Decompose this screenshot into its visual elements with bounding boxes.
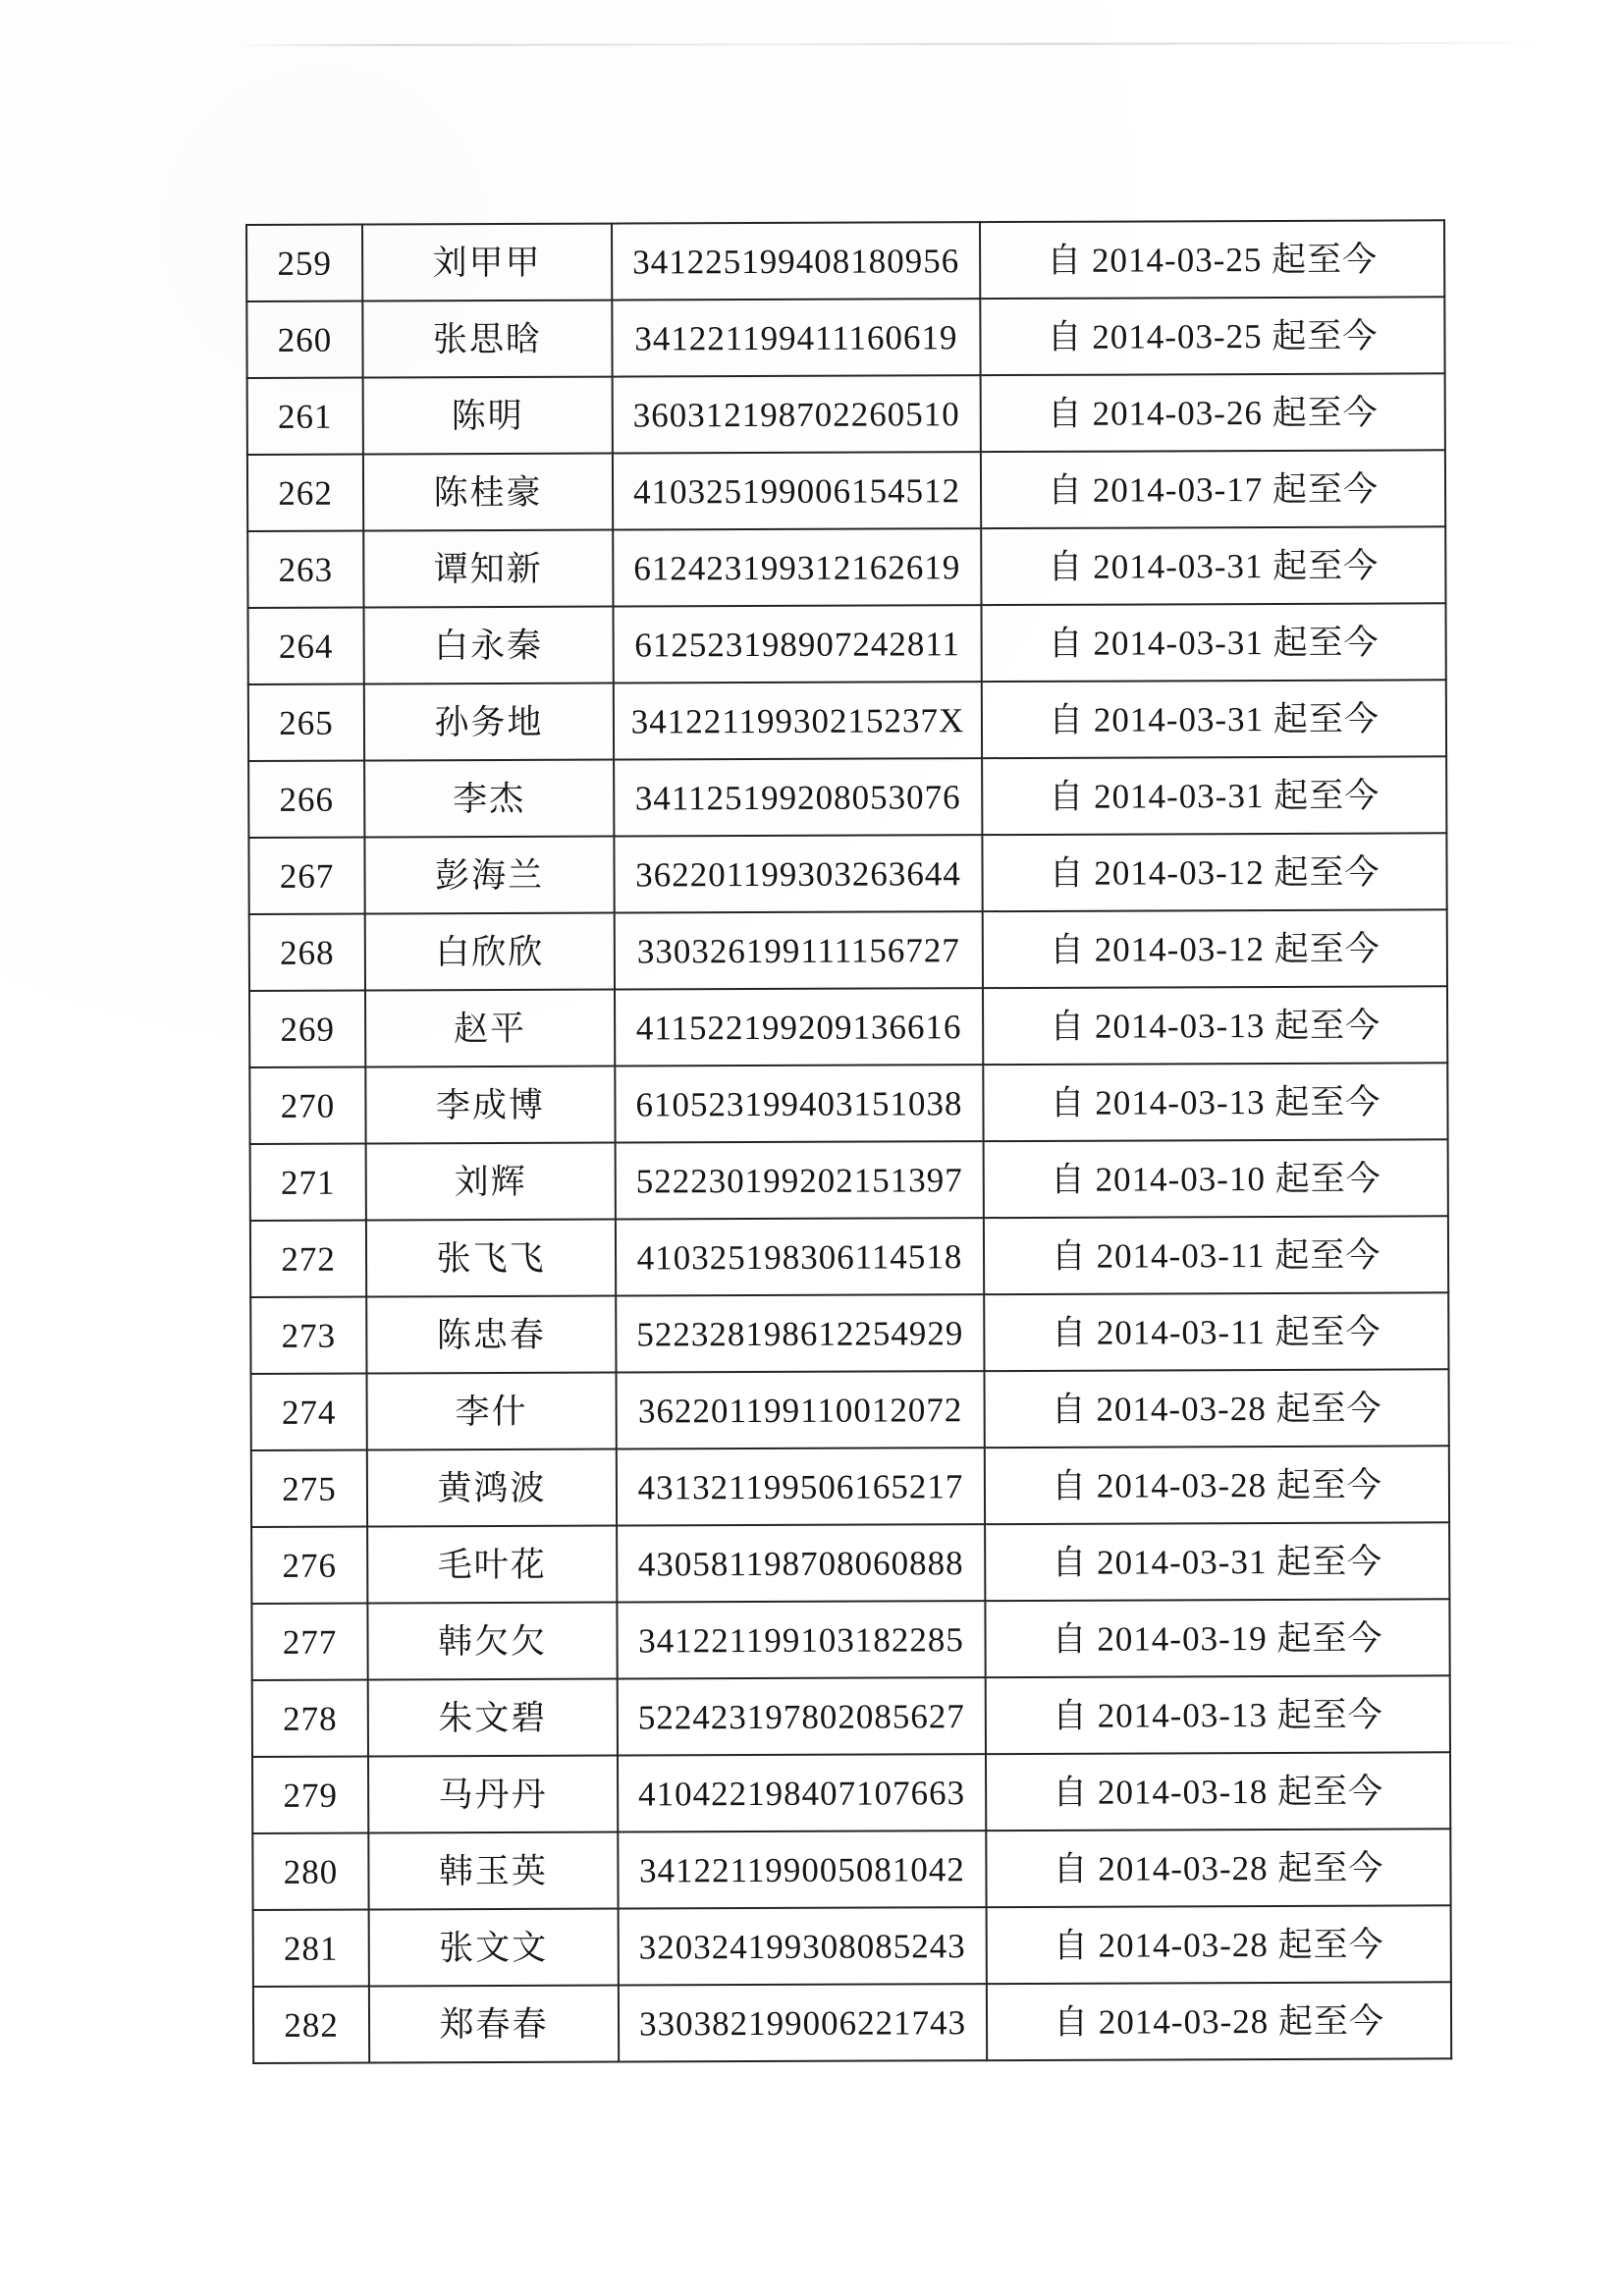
name-cell: 李杰 — [364, 760, 614, 838]
id-number-cell: 612423199312162619 — [613, 528, 981, 606]
period-cell: 自 2014-03-28 起至今 — [987, 1982, 1451, 2060]
table-row — [250, 1216, 1448, 1297]
table-row — [248, 603, 1446, 684]
id-number-cell: 341221199005081042 — [618, 1831, 986, 1908]
row-number-cell: 274 — [250, 1374, 366, 1450]
table-row — [246, 297, 1444, 378]
table-row — [247, 373, 1445, 455]
period-cell: 自 2014-03-28 起至今 — [984, 1369, 1448, 1448]
name-cell: 毛叶花 — [367, 1526, 617, 1604]
period-cell: 自 2014-03-10 起至今 — [984, 1139, 1448, 1218]
table-row — [252, 1829, 1450, 1910]
roster-table — [245, 219, 1452, 2064]
id-number-cell: 522230199202151397 — [616, 1141, 984, 1219]
row-number-cell: 276 — [251, 1527, 367, 1604]
name-cell: 韩玉英 — [368, 1832, 618, 1910]
table-row — [251, 1599, 1449, 1680]
name-cell: 黄鸿波 — [367, 1449, 617, 1527]
row-number-cell: 279 — [252, 1757, 368, 1833]
period-cell: 自 2014-03-11 起至今 — [984, 1292, 1448, 1371]
name-cell: 马丹丹 — [368, 1756, 618, 1833]
id-number-cell: 430581198708060888 — [617, 1524, 985, 1602]
id-number-cell: 341221199411160619 — [612, 299, 980, 376]
period-cell: 自 2014-03-26 起至今 — [981, 373, 1445, 452]
id-number-cell: 411522199209136616 — [615, 988, 983, 1066]
id-number-cell: 522328198612254929 — [616, 1294, 984, 1372]
id-number-cell: 410422198407107663 — [618, 1754, 986, 1831]
name-cell: 张思晗 — [362, 301, 612, 378]
row-number-cell: 277 — [251, 1604, 367, 1680]
table-row — [248, 756, 1446, 838]
name-cell: 韩欠欠 — [367, 1603, 617, 1680]
table-row — [248, 833, 1446, 914]
name-cell: 张文文 — [369, 1909, 619, 1987]
id-number-cell: 341225199408180956 — [612, 222, 980, 300]
table-row — [252, 1675, 1450, 1757]
name-cell: 白永秦 — [364, 607, 614, 684]
period-cell: 自 2014-03-28 起至今 — [985, 1446, 1449, 1524]
table-row — [253, 1905, 1451, 1987]
row-number-cell: 268 — [249, 914, 365, 991]
table-row — [253, 1982, 1451, 2063]
id-number-cell: 610523199403151038 — [615, 1065, 983, 1142]
table-row — [249, 986, 1447, 1067]
name-cell: 李成博 — [365, 1066, 615, 1144]
id-number-cell: 410325199006154512 — [613, 452, 981, 529]
table-row — [249, 909, 1447, 991]
period-cell: 自 2014-03-31 起至今 — [981, 603, 1445, 682]
row-number-cell: 272 — [250, 1221, 366, 1297]
period-cell: 自 2014-03-31 起至今 — [985, 1522, 1449, 1601]
period-cell: 自 2014-03-13 起至今 — [983, 986, 1447, 1065]
period-cell: 自 2014-03-25 起至今 — [980, 297, 1444, 375]
period-cell: 自 2014-03-13 起至今 — [983, 1063, 1447, 1141]
name-cell: 刘辉 — [366, 1143, 616, 1221]
row-number-cell: 280 — [252, 1833, 368, 1910]
name-cell: 彭海兰 — [364, 837, 614, 914]
id-number-cell: 410325198306114518 — [616, 1218, 984, 1295]
period-cell: 自 2014-03-28 起至今 — [987, 1905, 1451, 1984]
period-cell: 自 2014-03-31 起至今 — [981, 526, 1445, 605]
name-cell: 朱文碧 — [368, 1679, 618, 1757]
id-number-cell: 612523198907242811 — [613, 605, 981, 683]
scan-fold-line — [234, 42, 1549, 46]
row-number-cell: 282 — [253, 1987, 369, 2063]
id-number-cell: 362201199303263644 — [614, 835, 982, 912]
row-number-cell: 259 — [246, 225, 362, 301]
id-number-cell: 362201199110012072 — [616, 1371, 984, 1449]
name-cell: 李什 — [366, 1373, 616, 1450]
id-number-cell: 522423197802085627 — [618, 1677, 986, 1755]
id-number-cell: 341221199103182285 — [617, 1601, 985, 1678]
name-cell: 张飞飞 — [366, 1220, 616, 1297]
row-number-cell: 269 — [249, 991, 365, 1067]
period-cell: 自 2014-03-19 起至今 — [985, 1599, 1449, 1677]
name-cell: 谭知新 — [363, 530, 613, 608]
table-row — [251, 1446, 1449, 1527]
row-number-cell: 278 — [252, 1680, 368, 1757]
period-cell: 自 2014-03-31 起至今 — [982, 756, 1446, 835]
row-number-cell: 261 — [247, 378, 363, 455]
table-row — [249, 1063, 1447, 1144]
row-number-cell: 270 — [249, 1067, 365, 1144]
period-cell: 自 2014-03-18 起至今 — [986, 1752, 1450, 1831]
id-number-cell: 341125199208053076 — [614, 758, 982, 836]
id-number-cell: 431321199506165217 — [617, 1448, 985, 1525]
period-cell: 自 2014-03-13 起至今 — [986, 1675, 1450, 1754]
row-number-cell: 263 — [247, 531, 363, 608]
name-cell: 郑春春 — [369, 1986, 619, 2063]
period-cell: 自 2014-03-25 起至今 — [980, 220, 1444, 299]
period-cell: 自 2014-03-31 起至今 — [982, 680, 1446, 758]
name-cell: 陈桂豪 — [363, 454, 613, 531]
id-number-cell: 330382199006221743 — [619, 1984, 987, 2061]
row-number-cell: 265 — [248, 684, 364, 761]
id-number-cell: 360312198702260510 — [613, 375, 981, 453]
period-cell: 自 2014-03-28 起至今 — [986, 1829, 1450, 1907]
name-cell: 陈忠春 — [366, 1296, 616, 1374]
row-number-cell: 281 — [253, 1910, 369, 1987]
period-cell: 自 2014-03-12 起至今 — [983, 909, 1447, 988]
period-cell: 自 2014-03-11 起至今 — [984, 1216, 1448, 1294]
row-number-cell: 260 — [246, 301, 362, 378]
row-number-cell: 273 — [250, 1297, 366, 1374]
table-row — [248, 680, 1446, 761]
id-number-cell: 34122119930215237X — [614, 682, 982, 759]
table-row — [251, 1522, 1449, 1604]
name-cell: 刘甲甲 — [362, 224, 612, 301]
table-row — [252, 1752, 1450, 1833]
table-row — [247, 526, 1445, 608]
row-number-cell: 264 — [248, 608, 364, 684]
id-number-cell: 330326199111156727 — [615, 911, 983, 989]
name-cell: 白欣欣 — [365, 913, 615, 991]
table-row — [246, 220, 1444, 301]
roster-table-body — [246, 220, 1451, 2063]
name-cell: 陈明 — [363, 377, 613, 455]
table-row — [247, 450, 1445, 531]
period-cell: 自 2014-03-17 起至今 — [981, 450, 1445, 528]
row-number-cell: 267 — [248, 838, 364, 914]
table-row — [250, 1139, 1448, 1221]
row-number-cell: 271 — [250, 1144, 366, 1221]
row-number-cell: 275 — [251, 1450, 367, 1527]
row-number-cell: 262 — [247, 455, 363, 531]
name-cell: 孙务地 — [364, 683, 614, 761]
row-number-cell: 266 — [248, 761, 364, 838]
name-cell: 赵平 — [365, 990, 615, 1067]
table-row — [250, 1292, 1448, 1374]
table-row — [250, 1369, 1448, 1450]
id-number-cell: 320324199308085243 — [619, 1907, 987, 1985]
period-cell: 自 2014-03-12 起至今 — [982, 833, 1446, 911]
